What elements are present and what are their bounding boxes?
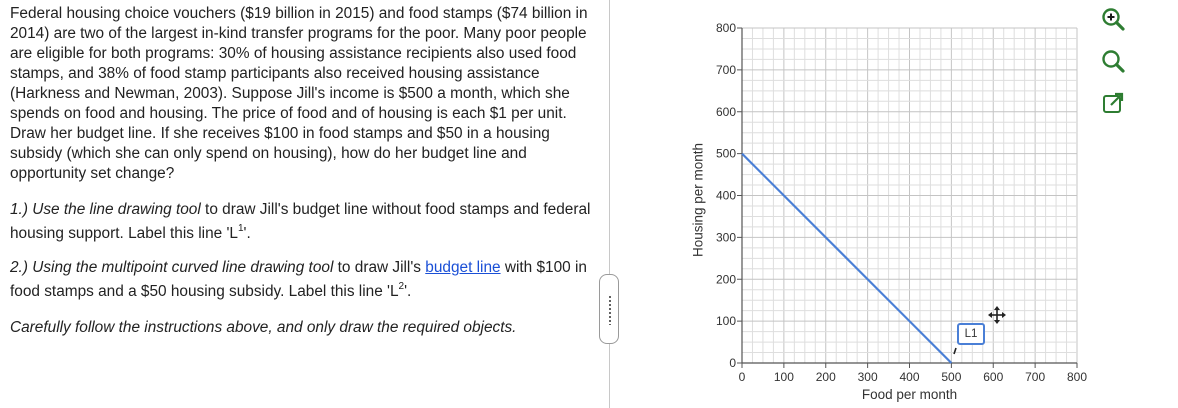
expand-icon bbox=[1098, 88, 1128, 118]
y-tick-label: 600 bbox=[715, 104, 736, 119]
instruction-1-tool: 1.) Use the line drawing tool bbox=[10, 201, 201, 218]
tick-labels bbox=[716, 21, 1087, 384]
y-axis-title: Housing per month bbox=[690, 142, 706, 258]
x-tick-label: 300 bbox=[857, 370, 878, 384]
instruction-2-tail: '. bbox=[404, 283, 412, 300]
problem-text: Federal housing choice vouchers ($19 billion in 2015) and food stamps ($74 billion in 2014) are two of the largest in-kind transfer programs for the poor. Many poor people are eligible for both programs: 30% of housing assistance recipients also used food stamps, and 38% of food stamp participants also received housing assistance (Harkness and Newman, 2003). Suppose Jill's income is $500 a month, which she spends on food and housing. The price of food and of housing is each $1 per unit. Draw her budget line. If she receives $100 in food stamps and $50 in a housing subsidy (which she can only spend on housing), how do her budget line and opportunity set change? bbox=[10, 5, 588, 182]
x-tick-label: 700 bbox=[1025, 370, 1046, 384]
instruction-2-tool: 2.) Using the multipoint curved line drawing tool bbox=[10, 259, 334, 276]
grid bbox=[742, 28, 1077, 363]
x-tick-label: 800 bbox=[1066, 370, 1088, 384]
y-tick-label: 200 bbox=[715, 272, 736, 287]
instruction-1-tail: '. bbox=[243, 225, 251, 242]
instruction-2-sup: 2 bbox=[398, 280, 405, 292]
y-tick-label: 400 bbox=[715, 188, 736, 203]
move-icon[interactable] bbox=[988, 306, 1006, 324]
label-pointer bbox=[954, 348, 956, 354]
x-tick-label: 400 bbox=[899, 370, 920, 384]
x-tick-label: 0 bbox=[738, 370, 746, 384]
instruction-3: Carefully follow the instructions above, and only draw the required objects. bbox=[10, 319, 517, 336]
zoom-in-button[interactable] bbox=[1098, 5, 1128, 35]
y-tick-label: 0 bbox=[729, 356, 736, 370]
x-axis-title: Food per month bbox=[861, 387, 958, 402]
instruction-2-text: to draw Jill's bbox=[333, 259, 426, 276]
zoom-out-button[interactable] bbox=[1098, 47, 1128, 77]
zoom-in-icon bbox=[1098, 5, 1128, 35]
instruction-2-text-2: with $100 in food stamps and a $50 housing subsidy. Label this line 'L bbox=[10, 259, 587, 300]
x-tick-label: 100 bbox=[773, 370, 794, 384]
x-tick-label: 500 bbox=[941, 370, 962, 384]
instruction-1-sup: 1 bbox=[237, 222, 244, 234]
zoom-out-icon bbox=[1098, 47, 1128, 77]
y-tick-label: 500 bbox=[715, 146, 736, 161]
expand-graph-button[interactable] bbox=[1098, 88, 1128, 118]
y-tick-label: 700 bbox=[715, 62, 736, 77]
y-tick-label: 800 bbox=[715, 21, 736, 35]
y-tick-label: 100 bbox=[715, 314, 736, 329]
y-tick-label: 300 bbox=[715, 230, 736, 245]
budget-line-link[interactable]: budget line bbox=[425, 259, 501, 276]
instruction-1-text: to draw Jill's budget line without food stamps and federal housing support. Label this line 'L bbox=[10, 201, 591, 242]
line-label-l1[interactable]: L1 bbox=[957, 323, 985, 345]
x-tick-label: 200 bbox=[815, 370, 836, 384]
axes bbox=[737, 28, 1077, 368]
x-tick-label: 600 bbox=[983, 370, 1004, 384]
